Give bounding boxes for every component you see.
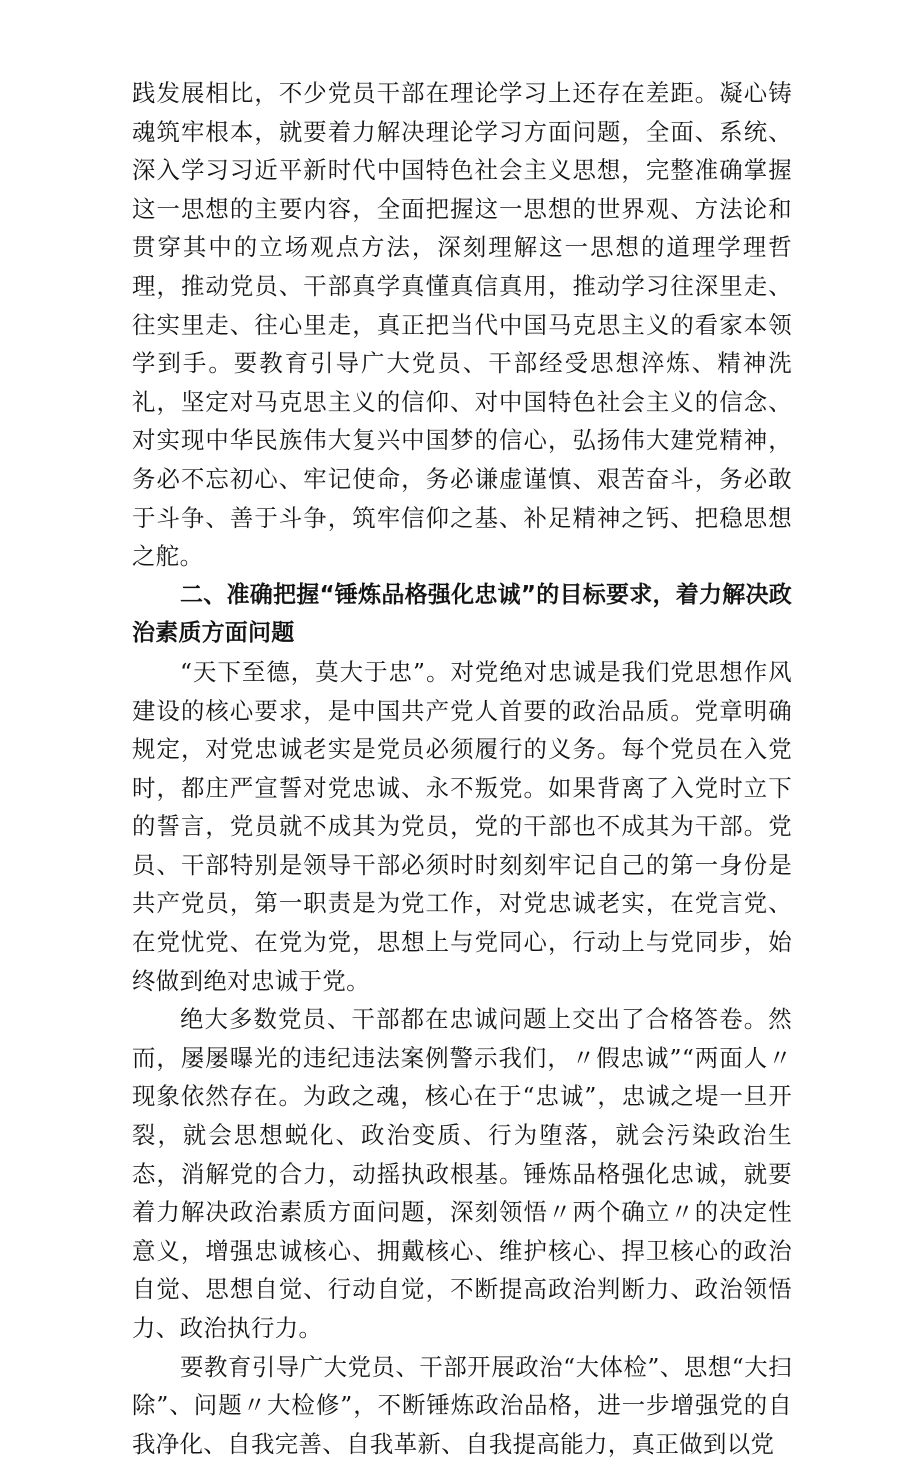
body-paragraph: 绝大多数党员、干部都在忠诚问题上交出了合格答卷。然而，屡屡曝光的违纪违法案例警示我们，〃假忠诚”“两面人〃现象依然存在。为政之魂，核心在于“忠诚”，忠诚之堤一旦开裂，就会思想蜕化、政治变质、行为堕落，就会污染政治生态，消解党的合力，动摇执政根基。锤炼品格强化忠诚，就要着力解决政治素质方面问题，深刻领悟〃两个确立〃的决定性意义，增强忠诚核心、拥戴核心、维护核心、捍卫核心的政治自觉、思想自觉、行动自觉，不断提高政治判断力、政治领悟力、政治执行力。: [132, 1005, 792, 1342]
section-heading: 二、准确把握“锤炼品格强化忠诚”的目标要求，着力解决政治素质方面问题: [132, 581, 792, 647]
body-paragraph: “天下至德，莫大于忠”。对党绝对忠诚是我们党思想作风建设的核心要求，是中国共产党人首要的政治品质。党章明确规定，对党忠诚老实是党员必须履行的义务。每个党员在入党时，都庄严宣誓对党忠诚、永不叛党。如果背离了入党时立下的誓言，党员就不成其为党员，党的干部也不成其为干部。党员、干部特别是领导干部必须时时刻刻牢记自己的第一身份是共产党员，第一职责是为党工作，对党忠诚老实，在党言党、在党忧党、在党为党，思想上与党同心，行动上与党同步，始终做到绝对忠诚于党。: [132, 657, 792, 995]
body-paragraph: 要教育引导广大党员、干部开展政治“大体检”、思想“大扫除”、问题〃大检修”，不断锤炼政治品格，进一步增强党的自我净化、自我完善、自我革新、自我提高能力，真正做到以党: [132, 1352, 792, 1458]
document-body: [132, 74, 792, 1463]
body-paragraph: 践发展相比，不少党员干部在理论学习上还存在差距。凝心铸魂筑牢根本，就要着力解决理论学习方面问题，全面、系统、深入学习习近平新时代中国特色社会主义思想，完整准确掌握这一思想的主要内容，全面把握这一思想的世界观、方法论和贯穿其中的立场观点方法，深刻理解这一思想的道理学理哲理，推动党员、干部真学真懂真信真用，推动学习往深里走、往实里走、往心里走，真正把当代中国马克思主义的看家本领学到手。要教育引导广大党员、干部经受思想淬炼、精神洗礼，坚定对马克思主义的信仰、对中国特色社会主义的信念、对实现中华民族伟大复兴中国梦的信心，弘扬伟大建党精神，务必不忘初心、牢记使命，务必谦虚谨慎、艰苦奋斗，务必敢于斗争、善于斗争，筑牢信仰之基、补足精神之钙、把稳思想之舵。: [132, 79, 792, 571]
